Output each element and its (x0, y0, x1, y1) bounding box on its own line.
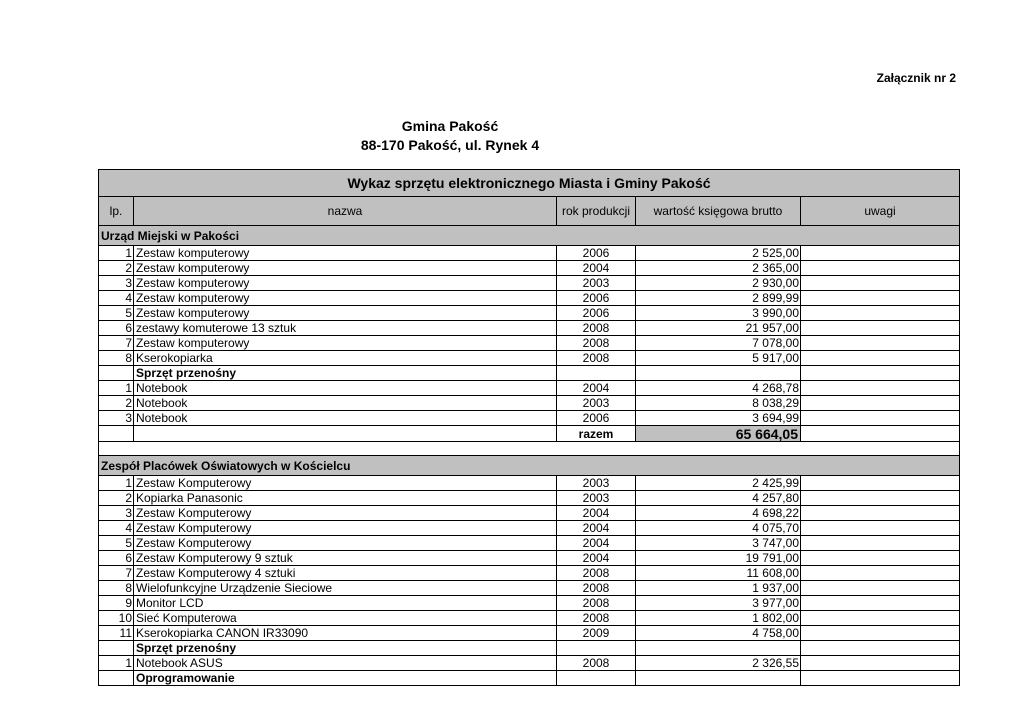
table-row (99, 521, 960, 536)
cell-year: 2008 (557, 566, 636, 581)
cell-year: 2004 (557, 521, 636, 536)
col-year-header: rok produkcji (557, 197, 636, 226)
section-zespol-placowek (99, 456, 960, 476)
cell-lp: 2 (99, 491, 134, 506)
cell-notes (801, 306, 960, 321)
cell-year: 2004 (557, 536, 636, 551)
cell-value: 4 075,70 (636, 521, 801, 536)
table-row (99, 336, 960, 351)
cell-name: Zestaw komputerowy (134, 246, 557, 261)
cell-value (636, 671, 801, 686)
cell-notes (801, 351, 960, 366)
cell-value: 19 791,00 (636, 551, 801, 566)
cell-notes (801, 491, 960, 506)
cell-lp: 1 (99, 656, 134, 671)
header-line-2: 88-170 Pakość, ul. Rynek 4 (360, 137, 540, 153)
cell-notes (801, 611, 960, 626)
cell-value: 5 917,00 (636, 351, 801, 366)
cell-name: Zestaw Komputerowy 9 sztuk (134, 551, 557, 566)
cell-year (557, 641, 636, 656)
subheading-label: Sprzęt przenośny (134, 366, 557, 381)
cell-year: 2004 (557, 551, 636, 566)
cell-year: 2003 (557, 396, 636, 411)
cell-notes (801, 291, 960, 306)
table-title: Wykaz sprzętu elektronicznego Miasta i Gminy Pakość (99, 170, 960, 197)
cell-value: 4 698,22 (636, 506, 801, 521)
cell-notes (801, 626, 960, 641)
cell-name: Kserokopiarka (134, 351, 557, 366)
table-header-row (99, 197, 960, 226)
cell-value (636, 641, 801, 656)
subheading-label: Sprzęt przenośny (134, 641, 557, 656)
cell-name: Monitor LCD (134, 596, 557, 611)
cell-year: 2004 (557, 381, 636, 396)
cell-year: 2008 (557, 321, 636, 336)
cell-lp: 1 (99, 476, 134, 491)
table-row (99, 596, 960, 611)
cell-notes (801, 566, 960, 581)
cell-year: 2008 (557, 596, 636, 611)
cell-value: 4 268,78 (636, 381, 801, 396)
cell-notes (801, 336, 960, 351)
cell-name: Zestaw Komputerowy (134, 506, 557, 521)
cell-name: Zestaw Komputerowy (134, 476, 557, 491)
cell-year (557, 671, 636, 686)
cell-notes (801, 596, 960, 611)
table-row (99, 581, 960, 596)
table-row (99, 626, 960, 641)
col-lp-header: lp. (99, 197, 134, 226)
table-row (99, 291, 960, 306)
cell-notes (801, 656, 960, 671)
cell-notes (801, 411, 960, 426)
cell-notes (801, 476, 960, 491)
cell-year (557, 366, 636, 381)
cell-lp: 5 (99, 536, 134, 551)
cell-notes (801, 671, 960, 686)
cell-notes (801, 551, 960, 566)
annex-label: Załącznik nr 2 (876, 71, 956, 85)
table-row (99, 321, 960, 336)
table-row (99, 656, 960, 671)
cell-value: 1 937,00 (636, 581, 801, 596)
table-title-row (99, 170, 960, 197)
cell-lp: 5 (99, 306, 134, 321)
cell-name: Zestaw komputerowy (134, 306, 557, 321)
cell-notes (801, 581, 960, 596)
cell-year: 2006 (557, 246, 636, 261)
cell-name: Zestaw Komputerowy 4 sztuki (134, 566, 557, 581)
cell-notes (801, 641, 960, 656)
cell-value: 3 990,00 (636, 306, 801, 321)
cell-notes (801, 426, 960, 442)
cell-year: 2006 (557, 411, 636, 426)
cell-name: Notebook ASUS (134, 656, 557, 671)
cell-value: 2 899,99 (636, 291, 801, 306)
cell-notes (801, 521, 960, 536)
cell-lp: 10 (99, 611, 134, 626)
cell-value: 3 747,00 (636, 536, 801, 551)
total-row (99, 426, 960, 442)
cell-value: 21 957,00 (636, 321, 801, 336)
table-row (99, 411, 960, 426)
table-row (99, 246, 960, 261)
cell-value: 2 930,00 (636, 276, 801, 291)
cell-lp: 3 (99, 411, 134, 426)
cell-value: 3 977,00 (636, 596, 801, 611)
section-urzad-miejski (99, 226, 960, 246)
table-row (99, 491, 960, 506)
cell-lp: 3 (99, 506, 134, 521)
cell-year: 2003 (557, 276, 636, 291)
table-row (99, 536, 960, 551)
cell-name: Notebook (134, 396, 557, 411)
cell-notes (801, 366, 960, 381)
cell-name: Kopiarka Panasonic (134, 491, 557, 506)
portable-subheading (99, 366, 960, 381)
cell-year: 2008 (557, 581, 636, 596)
cell-lp: 7 (99, 336, 134, 351)
cell-lp: 6 (99, 551, 134, 566)
table-row (99, 381, 960, 396)
portable-subheading (99, 641, 960, 656)
cell-name: Notebook (134, 381, 557, 396)
cell-notes (801, 506, 960, 521)
cell-lp (99, 671, 134, 686)
cell-lp: 8 (99, 351, 134, 366)
subheading-label: Oprogramowanie (134, 671, 557, 686)
total-label: razem (557, 426, 636, 442)
table-row (99, 276, 960, 291)
cell-notes (801, 246, 960, 261)
cell-lp (99, 426, 134, 442)
section-title: Urząd Miejski w Pakości (99, 226, 960, 246)
spacer-row (99, 442, 960, 456)
table-row (99, 611, 960, 626)
col-name-header: nazwa (134, 197, 557, 226)
cell-value: 4 758,00 (636, 626, 801, 641)
cell-name: Zestaw komputerowy (134, 336, 557, 351)
cell-name: Zestaw komputerowy (134, 291, 557, 306)
cell-lp: 4 (99, 291, 134, 306)
cell-lp: 2 (99, 396, 134, 411)
cell-name: Zestaw komputerowy (134, 276, 557, 291)
cell-lp: 7 (99, 566, 134, 581)
table-row (99, 306, 960, 321)
cell-value: 2 425,99 (636, 476, 801, 491)
cell-notes (801, 321, 960, 336)
cell-lp: 2 (99, 261, 134, 276)
cell-name: Wielofunkcyjne Urządzenie Sieciowe (134, 581, 557, 596)
table-row (99, 351, 960, 366)
cell-year: 2008 (557, 336, 636, 351)
cell-name: Zestaw komputerowy (134, 261, 557, 276)
cell-value: 2 365,00 (636, 261, 801, 276)
cell-year: 2006 (557, 291, 636, 306)
cell-lp (99, 641, 134, 656)
cell-name: Kserokopiarka CANON IR33090 (134, 626, 557, 641)
cell-notes (801, 276, 960, 291)
cell-lp: 11 (99, 626, 134, 641)
cell-year: 2008 (557, 656, 636, 671)
software-subheading (99, 671, 960, 686)
table-row (99, 566, 960, 581)
cell-year: 2003 (557, 476, 636, 491)
cell-lp: 1 (99, 381, 134, 396)
cell-notes (801, 536, 960, 551)
equipment-table (98, 169, 960, 686)
cell-year: 2003 (557, 491, 636, 506)
cell-value: 8 038,29 (636, 396, 801, 411)
cell-value (636, 366, 801, 381)
cell-year: 2008 (557, 351, 636, 366)
total-value: 65 664,05 (636, 426, 801, 442)
cell-name: Zestaw Komputerowy (134, 521, 557, 536)
cell-name: zestawy komuterowe 13 sztuk (134, 321, 557, 336)
cell-value: 3 694,99 (636, 411, 801, 426)
cell-lp: 9 (99, 596, 134, 611)
table-row (99, 506, 960, 521)
cell-lp: 1 (99, 246, 134, 261)
cell-notes (801, 381, 960, 396)
table-row (99, 261, 960, 276)
cell-lp: 6 (99, 321, 134, 336)
cell-value: 2 326,55 (636, 656, 801, 671)
table-row (99, 551, 960, 566)
table-row (99, 396, 960, 411)
cell-value: 7 078,00 (636, 336, 801, 351)
cell-year: 2004 (557, 506, 636, 521)
cell-lp (99, 366, 134, 381)
cell-name: Sieć Komputerowa (134, 611, 557, 626)
cell-name (134, 426, 557, 442)
cell-year: 2004 (557, 261, 636, 276)
cell-lp: 8 (99, 581, 134, 596)
cell-year: 2008 (557, 611, 636, 626)
section-title: Zespół Placówek Oświatowych w Kościelcu (99, 456, 960, 476)
cell-name: Zestaw Komputerowy (134, 536, 557, 551)
cell-year: 2006 (557, 306, 636, 321)
header-line-1: Gmina Pakość (401, 118, 499, 134)
table-row (99, 476, 960, 491)
cell-lp: 3 (99, 276, 134, 291)
cell-value: 11 608,00 (636, 566, 801, 581)
cell-year: 2009 (557, 626, 636, 641)
col-notes-header: uwagi (801, 197, 960, 226)
cell-value: 1 802,00 (636, 611, 801, 626)
cell-value: 4 257,80 (636, 491, 801, 506)
spacer-cell (99, 442, 960, 456)
cell-notes (801, 261, 960, 276)
cell-value: 2 525,00 (636, 246, 801, 261)
col-value-header: wartość księgowa brutto (636, 197, 801, 226)
cell-notes (801, 396, 960, 411)
cell-name: Notebook (134, 411, 557, 426)
cell-lp: 4 (99, 521, 134, 536)
